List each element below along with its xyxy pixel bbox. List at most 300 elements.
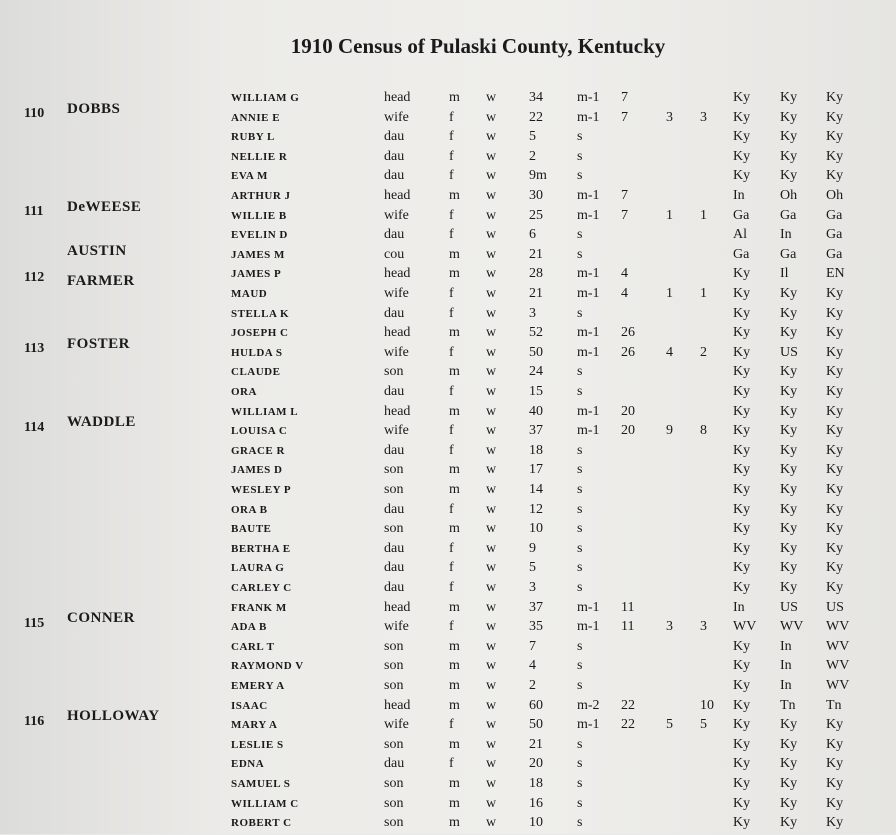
birthplace: Ky — [733, 736, 751, 752]
sex: m — [449, 246, 460, 262]
census-row — [0, 110, 896, 130]
birthplace: Ky — [733, 540, 751, 556]
person-name: FRANK M — [231, 601, 287, 614]
father-birthplace: Ky — [780, 717, 798, 733]
census-row — [0, 502, 896, 522]
marital-status: s — [577, 148, 583, 164]
years-married: 7 — [621, 109, 628, 125]
children-born: 3 — [666, 619, 673, 635]
person-name: WILLIAM L — [231, 405, 299, 418]
father-birthplace: In — [780, 678, 792, 693]
father-birthplace: Ky — [780, 756, 798, 772]
census-row — [0, 325, 896, 345]
sex: f — [449, 344, 454, 360]
race: w — [486, 90, 497, 105]
person-name: JAMES P — [231, 268, 282, 281]
father-birthplace: Ky — [780, 384, 798, 399]
census-row — [0, 756, 896, 776]
mother-birthplace: Ga — [826, 246, 843, 262]
sex: f — [449, 619, 454, 635]
age: 34 — [529, 90, 543, 105]
family-surname: DOBBS — [67, 100, 121, 117]
birthplace: Ky — [733, 580, 751, 595]
father-birthplace: US — [780, 344, 798, 360]
mother-birthplace: Ky — [826, 560, 844, 576]
mother-birthplace: Ky — [826, 736, 844, 752]
children-born: 1 — [666, 207, 673, 223]
age: 2 — [529, 148, 536, 164]
marital-status: s — [577, 246, 583, 262]
relation: dau — [384, 148, 405, 164]
race: w — [486, 521, 497, 537]
race: w — [486, 678, 497, 693]
father-birthplace: Ky — [780, 736, 798, 752]
race: w — [486, 815, 497, 831]
age: 50 — [529, 344, 543, 360]
race: w — [486, 344, 497, 360]
marital-status: s — [577, 678, 583, 693]
marital-status: m-1 — [577, 286, 600, 301]
mother-birthplace: Ky — [826, 756, 844, 772]
relation: wife — [384, 619, 409, 635]
age: 5 — [529, 129, 536, 145]
birthplace: In — [733, 599, 745, 615]
age: 35 — [529, 619, 543, 635]
sex: f — [449, 540, 454, 556]
father-birthplace: Ky — [780, 442, 798, 458]
marital-status: s — [577, 384, 583, 399]
race: w — [486, 638, 497, 654]
relation: dau — [384, 580, 405, 595]
age: 60 — [529, 697, 543, 713]
age: 22 — [529, 109, 543, 125]
marital-status: m-2 — [577, 697, 600, 713]
sex: f — [449, 756, 454, 772]
person-name: EVA M — [231, 170, 268, 183]
census-row — [0, 168, 896, 188]
sex: m — [449, 776, 460, 791]
sex: m — [449, 795, 460, 811]
relation: cou — [384, 246, 405, 262]
children-living: 2 — [700, 344, 707, 360]
father-birthplace: Ga — [780, 246, 797, 262]
person-name: JOSEPH C — [231, 327, 289, 340]
sex: f — [449, 560, 454, 576]
birthplace: Ky — [733, 344, 751, 360]
mother-birthplace: Ky — [826, 305, 844, 321]
census-row — [0, 541, 896, 561]
marital-status: s — [577, 462, 583, 478]
race: w — [486, 658, 497, 674]
mother-birthplace: Ky — [826, 109, 844, 125]
family-surname: FOSTER — [67, 335, 131, 352]
census-row — [0, 462, 896, 482]
race: w — [486, 188, 497, 203]
person-name: STELLA K — [231, 307, 290, 320]
census-row — [0, 345, 896, 365]
marital-status: s — [577, 521, 583, 537]
person-name: LOUISA C — [231, 425, 288, 438]
children-living: 1 — [700, 207, 707, 223]
sex: m — [449, 736, 460, 752]
sex: m — [449, 462, 460, 478]
sex: m — [449, 815, 460, 831]
relation: son — [384, 462, 404, 478]
children-born: 3 — [666, 109, 673, 125]
marital-status: s — [577, 442, 583, 458]
marital-status: s — [577, 305, 583, 321]
person-name: EDNA — [231, 758, 265, 771]
race: w — [486, 795, 497, 811]
birthplace: In — [733, 188, 745, 203]
birthplace: Ga — [733, 246, 750, 262]
census-row — [0, 384, 896, 404]
person-name: ADA B — [231, 621, 267, 634]
family-number: 113 — [24, 341, 45, 357]
birthplace: Ky — [733, 501, 751, 517]
sex: f — [449, 227, 454, 243]
age: 7 — [529, 638, 536, 654]
father-birthplace: Ky — [780, 795, 798, 811]
father-birthplace: Ky — [780, 423, 798, 439]
relation: son — [384, 364, 404, 380]
relation: son — [384, 678, 404, 693]
race: w — [486, 403, 497, 419]
birthplace: Ky — [733, 658, 751, 674]
race: w — [486, 266, 497, 282]
person-name: SAMUEL S — [231, 778, 291, 790]
birthplace: WV — [733, 619, 757, 635]
race: w — [486, 286, 497, 301]
relation: son — [384, 815, 404, 831]
race: w — [486, 482, 497, 497]
children-living: 5 — [700, 717, 707, 733]
sex: f — [449, 109, 454, 125]
years-married: 7 — [621, 207, 628, 223]
sex: f — [449, 305, 454, 321]
relation: dau — [384, 540, 405, 556]
marital-status: s — [577, 756, 583, 772]
person-name: WESLEY P — [231, 484, 292, 496]
relation: dau — [384, 384, 405, 399]
age: 24 — [529, 364, 543, 380]
census-row — [0, 306, 896, 326]
birthplace: Ky — [733, 442, 751, 458]
relation: dau — [384, 442, 405, 458]
father-birthplace: In — [780, 658, 792, 674]
father-birthplace: Ga — [780, 207, 797, 223]
family-surname: CONNER — [67, 610, 136, 627]
marital-status: s — [577, 736, 583, 752]
mother-birthplace: Ga — [826, 207, 843, 223]
person-name: GRACE R — [231, 444, 285, 457]
age: 10 — [529, 815, 543, 831]
page-title: 1910 Census of Pulaski County, Kentucky — [290, 34, 666, 58]
race: w — [486, 462, 497, 478]
race: w — [486, 384, 497, 399]
race: w — [486, 109, 497, 125]
sex: m — [449, 678, 460, 693]
age: 5 — [529, 560, 536, 576]
family-number: 111 — [24, 204, 44, 219]
family-surname: DeWEESE — [67, 198, 142, 215]
person-name: RUBY L — [231, 131, 275, 144]
person-name: ROBERT C — [231, 817, 292, 830]
race: w — [486, 168, 497, 184]
relation: head — [384, 188, 411, 203]
marital-status: m-1 — [577, 90, 600, 105]
years-married: 7 — [621, 188, 628, 203]
sex: m — [449, 697, 460, 713]
marital-status: s — [577, 227, 583, 243]
relation: head — [384, 90, 411, 105]
father-birthplace: Ky — [780, 148, 798, 164]
years-married: 11 — [621, 619, 635, 635]
census-row — [0, 815, 896, 835]
mother-birthplace: Ky — [826, 580, 844, 595]
age: 18 — [529, 776, 543, 791]
age: 9m — [529, 168, 547, 184]
birthplace: Ky — [733, 286, 751, 301]
relation: dau — [384, 305, 405, 321]
relation: head — [384, 266, 411, 282]
father-birthplace: Ky — [780, 109, 798, 125]
birthplace: Ky — [733, 384, 751, 399]
children-living: 3 — [700, 619, 707, 635]
children-living: 3 — [700, 109, 707, 125]
father-birthplace: Ky — [780, 168, 798, 184]
mother-birthplace: Ky — [826, 521, 844, 537]
marital-status: m-1 — [577, 207, 600, 223]
marital-status: s — [577, 776, 583, 791]
census-row — [0, 227, 896, 247]
person-name: CLAUDE — [231, 366, 281, 379]
father-birthplace: Ky — [780, 580, 798, 595]
years-married: 7 — [621, 90, 628, 105]
sex: f — [449, 717, 454, 733]
person-name: ORA — [231, 386, 257, 398]
family-number: 115 — [24, 615, 45, 631]
age: 21 — [529, 246, 543, 262]
person-name: EVELIN D — [231, 229, 288, 242]
person-name: EMERY A — [231, 680, 285, 692]
race: w — [486, 148, 497, 164]
mother-birthplace: Ky — [826, 482, 844, 497]
relation: wife — [384, 286, 409, 301]
father-birthplace: US — [780, 599, 798, 615]
children-born: 9 — [666, 423, 673, 439]
father-birthplace: Ky — [780, 776, 798, 791]
sex: f — [449, 442, 454, 458]
birthplace: Ky — [733, 305, 751, 321]
person-name: ISAAC — [231, 699, 268, 712]
census-row — [0, 129, 896, 149]
birthplace: Ky — [733, 266, 751, 282]
person-name: LAURA G — [231, 562, 285, 575]
person-name: CARLEY C — [231, 582, 292, 594]
mother-birthplace: Ky — [826, 286, 844, 301]
years-married: 20 — [621, 403, 635, 419]
race: w — [486, 325, 497, 341]
census-row — [0, 364, 896, 384]
marital-status: s — [577, 364, 583, 380]
age: 12 — [529, 501, 543, 517]
family-surname: FARMER — [67, 273, 135, 290]
age: 3 — [529, 305, 536, 321]
birthplace: Ky — [733, 364, 751, 380]
birthplace: Ky — [733, 815, 751, 831]
relation: son — [384, 482, 404, 497]
race: w — [486, 619, 497, 635]
sex: f — [449, 384, 454, 399]
person-name: JAMES M — [231, 248, 285, 261]
father-birthplace: Ky — [780, 286, 798, 301]
census-row — [0, 149, 896, 169]
father-birthplace: Ky — [780, 815, 798, 831]
father-birthplace: WV — [780, 619, 804, 635]
sex: m — [449, 482, 460, 497]
sex: f — [449, 129, 454, 145]
marital-status: m-1 — [577, 599, 600, 615]
person-name: JAMES D — [231, 464, 283, 477]
father-birthplace: Ky — [780, 305, 798, 321]
sex: m — [449, 364, 460, 380]
father-birthplace: Ky — [780, 403, 798, 419]
age: 52 — [529, 325, 543, 341]
race: w — [486, 364, 497, 380]
relation: dau — [384, 501, 405, 517]
race: w — [486, 560, 497, 576]
relation: dau — [384, 227, 405, 243]
family-surname: WADDLE — [67, 414, 136, 431]
relation: head — [384, 697, 411, 713]
race: w — [486, 756, 497, 772]
birthplace: Ky — [733, 168, 751, 184]
race: w — [486, 227, 497, 243]
census-row — [0, 737, 896, 757]
person-name: BERTHA E — [231, 542, 291, 555]
age: 37 — [529, 599, 543, 615]
father-birthplace: Ky — [780, 540, 798, 556]
mother-birthplace: Ky — [826, 344, 844, 360]
sex: f — [449, 423, 454, 439]
race: w — [486, 305, 497, 321]
age: 40 — [529, 403, 543, 419]
birthplace: Al — [733, 227, 747, 243]
birthplace: Ky — [733, 638, 751, 654]
relation: son — [384, 521, 404, 537]
census-row — [0, 678, 896, 698]
marital-status: m-1 — [577, 403, 600, 419]
census-row — [0, 796, 896, 816]
relation: dau — [384, 168, 405, 184]
birthplace: Ky — [733, 109, 751, 125]
relation: son — [384, 658, 404, 674]
relation: wife — [384, 344, 409, 360]
relation: head — [384, 599, 411, 615]
birthplace: Ky — [733, 462, 751, 478]
marital-status: s — [577, 168, 583, 184]
age: 4 — [529, 658, 536, 674]
children-born: 4 — [666, 344, 673, 360]
mother-birthplace: Ky — [826, 148, 844, 164]
person-name: LESLIE S — [231, 738, 284, 751]
years-married: 20 — [621, 423, 635, 439]
age: 20 — [529, 756, 543, 772]
relation: son — [384, 795, 404, 811]
mother-birthplace: Ky — [826, 442, 844, 458]
children-born: 5 — [666, 717, 673, 733]
relation: wife — [384, 207, 409, 223]
census-row — [0, 580, 896, 600]
mother-birthplace: Ky — [826, 795, 844, 811]
years-married: 4 — [621, 286, 628, 301]
age: 37 — [529, 423, 543, 439]
race: w — [486, 540, 497, 556]
census-row — [0, 482, 896, 502]
relation: wife — [384, 717, 409, 733]
father-birthplace: In — [780, 638, 792, 654]
sex: m — [449, 599, 460, 615]
mother-birthplace: Ky — [826, 423, 844, 439]
father-birthplace: Ky — [780, 90, 798, 105]
mother-birthplace: Ky — [826, 403, 844, 419]
age: 14 — [529, 482, 543, 497]
father-birthplace: Oh — [780, 188, 798, 203]
birthplace: Ky — [733, 776, 751, 791]
marital-status: m-1 — [577, 344, 600, 360]
father-birthplace: Il — [780, 266, 789, 282]
birthplace: Ky — [733, 482, 751, 497]
marital-status: m-1 — [577, 619, 600, 635]
mother-birthplace: Ga — [826, 227, 843, 243]
father-birthplace: Ky — [780, 462, 798, 478]
census-row — [0, 658, 896, 678]
person-name: MAUD — [231, 288, 268, 300]
father-birthplace: Ky — [780, 482, 798, 497]
person-name: ORA B — [231, 503, 268, 516]
years-married: 26 — [621, 325, 635, 341]
person-name: NELLIE R — [231, 150, 288, 163]
mother-birthplace: EN — [826, 266, 845, 282]
marital-status: m-1 — [577, 266, 600, 282]
mother-birthplace: Ky — [826, 462, 844, 478]
marital-status: m-1 — [577, 423, 600, 439]
person-name: ARTHUR J — [231, 190, 291, 202]
sex: m — [449, 266, 460, 282]
mother-birthplace: Ky — [826, 325, 844, 341]
marital-status: s — [577, 658, 583, 674]
census-row — [0, 639, 896, 659]
marital-status: s — [577, 560, 583, 576]
age: 10 — [529, 521, 543, 537]
race: w — [486, 246, 497, 262]
race: w — [486, 736, 497, 752]
relation: dau — [384, 129, 405, 145]
mother-birthplace: Oh — [826, 188, 844, 203]
mother-birthplace: Ky — [826, 776, 844, 791]
age: 18 — [529, 442, 543, 458]
birthplace: Ky — [733, 129, 751, 145]
children-living: 8 — [700, 423, 707, 439]
years-married: 11 — [621, 599, 635, 615]
birthplace: Ky — [733, 423, 751, 439]
race: w — [486, 599, 497, 615]
birthplace: Ky — [733, 325, 751, 341]
age: 17 — [529, 462, 543, 478]
marital-status: s — [577, 482, 583, 497]
relation: wife — [384, 109, 409, 125]
